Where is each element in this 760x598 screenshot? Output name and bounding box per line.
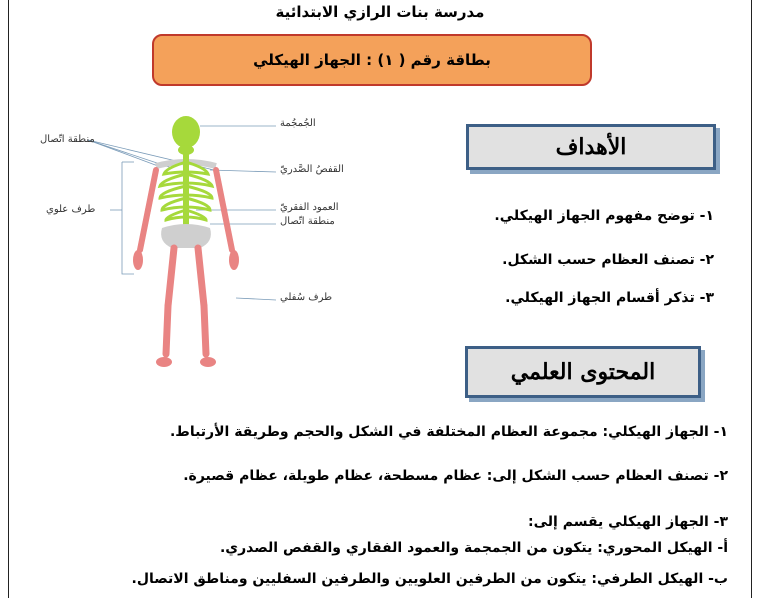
content-heading-box [465, 346, 701, 398]
label-upper-limb: طرف علوي [46, 204, 96, 215]
label-lower-limb: طرف سُفلي [280, 292, 333, 303]
content-item-2: ٢- تصنف العظام حسب الشكل إلى: عظام مسطحة، عظام طويلة، عظام قصيرة. [183, 468, 728, 484]
card-title: بطاقة رقم ( ١) : الجهاز الهيكلي [253, 51, 491, 69]
label-ribcage: القفصُ الصَّدريّ [280, 164, 344, 175]
school-name: مدرسة بنات الرازي الابتدائية [275, 3, 485, 21]
card-title-banner [152, 34, 592, 86]
content-item-1: ١- الجهاز الهيكلي: مجموعة العظام المختلفة في الشكل والحجم وطريقة الأرتباط. [169, 424, 728, 440]
label-spine: العمود الفقريّ [280, 202, 339, 213]
hands-shape [133, 250, 239, 270]
objective-item-1: ١- توضح مفهوم الجهاز الهيكلي. [494, 208, 714, 224]
content-item-3b: ب- الهيكل الطرفي: يتكون من الطرفين العلويين والطرفين السفليين ومناطق الاتصال. [131, 571, 728, 587]
lower-limbs-shape [166, 248, 206, 354]
pelvis-shape [161, 224, 211, 248]
content-item-3: ٣- الجهاز الهيكلي يقسم إلى: [528, 514, 728, 530]
content-heading: المحتوى العلمي [510, 359, 656, 385]
feet-shape [156, 357, 216, 367]
content-item-3a: أ- الهيكل المحوري: يتكون من الجمجمة والعمود الفقاري والقفص الصدري. [219, 540, 728, 556]
objectives-heading-box [466, 124, 716, 170]
objectives-heading: الأهداف [555, 134, 627, 160]
label-joint-right: منطقة اتّصال [280, 216, 335, 227]
label-joint-left: منطقة اتّصال [40, 134, 95, 145]
objective-item-2: ٢- تصنف العظام حسب الشكل. [502, 252, 714, 268]
skeleton-diagram [40, 110, 320, 380]
label-skull: الجُمجُمة [280, 118, 316, 129]
objective-item-3: ٣- تذكر أقسام الجهاز الهيكلي. [505, 290, 714, 306]
jaw-shape [178, 145, 194, 155]
skeleton-figure [40, 110, 344, 380]
skull-shape [172, 116, 200, 148]
